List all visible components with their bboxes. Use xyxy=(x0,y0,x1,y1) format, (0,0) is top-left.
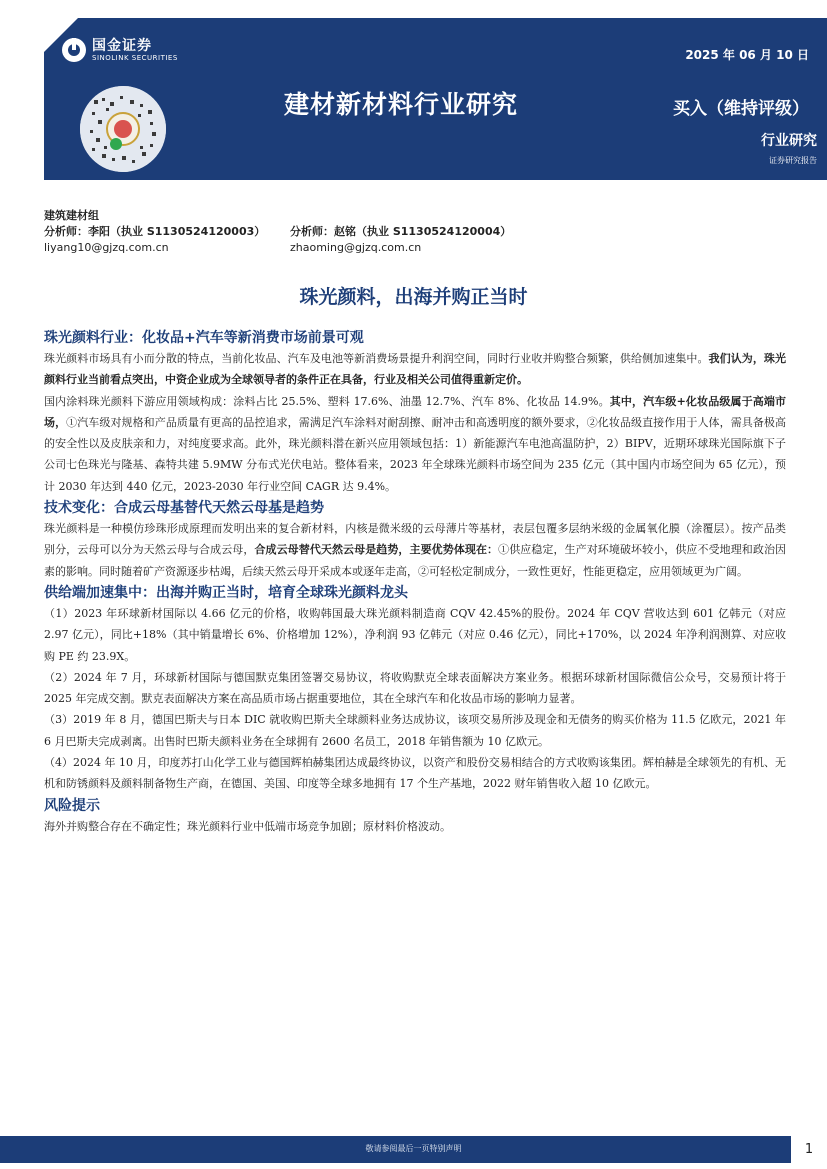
paragraph-text: 珠光颜料是一种模仿珍珠形成原理而发明出来的复合新材料，内核是微米级的云母薄片等基材，表层包覆多层纳米级的金属氧化膜（涂覆层）。按产品类别分，云母可以分为天然云母与合成云母， xyxy=(44,522,786,557)
paragraph: （2）2024 年 7 月，环球新材国际与德国默克集团签署交易协议，将收购默克全球表面解决方案业务。根据环球新材国际微信公众号，交易预计将于 2025 年完成交割。默克表面解决方案在高品质市场占据重要地位，其在全球汽车和化妆品市场的影响力显著。 xyxy=(44,670,786,706)
report-date: 2025 年 06 月 10 日 xyxy=(685,48,809,62)
analyst-group: 建筑建材组 xyxy=(44,209,99,222)
rating-badge: 买入（维持评级） xyxy=(673,99,809,119)
qr-code-icon xyxy=(80,86,166,172)
section-heading-technology: 技术变化：合成云母基替代天然云母基是趋势 xyxy=(44,500,324,517)
logo-name-cn: 国金证券 xyxy=(92,37,152,54)
analyst-1-email[interactable]: liyang10@gjzq.com.cn xyxy=(44,241,169,254)
logo-name-en: SINOLINK SECURITIES xyxy=(92,53,178,62)
paragraph-text: ①汽车级对规格和产品质量有更高的品控追求，需满足汽车涂料对耐刮擦、耐冲击和高透明度的额外要求，②化妆品级直接作用于人体，需具备极高的安全性以及皮肤亲和力，对纯度要求高。此外，珠光颜料潜在新兴应用领域包括：1）新能源汽车电池高温防护，2）BIPV，近期环球珠光国际旗下子公司七色珠光与隆基、森特共建 5.9MW 分布式光伏电站。整体看来，2023 年全球珠光颜料市场空间为 235 亿元（其中国内市场空间为 65 亿元），预计 2030 年达到 440 亿元，2023-2030 年行业空间 CAGR 达 9.4%。 xyxy=(44,415,786,493)
paragraph-bold-text: 合成云母替代天然云母是趋势，主要优势体现在： xyxy=(254,543,499,557)
paragraph: （3）2019 年 8 月，德国巴斯夫与日本 DIC 就收购巴斯夫全球颜料业务达成协议，该项交易所涉及现金和无债务的购买价格为 11.5 亿欧元，2021 年 6 月巴斯夫完成剥离。出售时巴斯夫颜料业务在全球拥有 2600 名员工，2018 年销售额为 10 亿欧元。 xyxy=(44,713,786,748)
analyst-2-label: 分析师：赵铭（执业 S1130524120004） xyxy=(290,225,512,238)
section-heading-risk: 风险提示 xyxy=(44,797,100,814)
page-footer xyxy=(0,1136,827,1163)
paragraph xyxy=(44,348,786,391)
report-header xyxy=(44,18,827,180)
section-heading-industry: 珠光颜料行业：化妆品+汽车等新消费市场前景可观 xyxy=(44,330,364,346)
report-type: 行业研究 xyxy=(761,133,817,149)
paragraph: 海外并购整合存在不确定性；珠光颜料行业中低端市场竞争加剧；原材料价格波动。 xyxy=(44,819,451,833)
report-body xyxy=(44,327,786,837)
logo-mark-icon xyxy=(62,38,86,62)
report-subtype: 证券研究报告 xyxy=(769,156,817,165)
analyst-block xyxy=(44,208,784,256)
paragraph: （1）2023 年环球新材国际以 4.66 亿元的价格，收购韩国最大珠光颜料制造商 CQV 42.45%的股份。2024 年 CQV 营收达到 601 亿韩元（对应 2.97 亿元），同比+18%（其中销量增长 6%、价格增加 12%），净利润 93 亿韩元（对应 0.46 亿元），同比+170%，以 2024 年净利润测算、对应收购 PE 约 23.9X。 xyxy=(44,606,786,663)
industry-title: 建材新材料行业研究 xyxy=(284,90,519,119)
paragraph-text: 国内涂料珠光颜料下游应用领域构成：涂料占比 25.5%、塑料 17.6%、油墨 12.7%、汽车 8%、化妆品 14.9%。 xyxy=(44,394,610,408)
footer-disclaimer[interactable]: 敬请参阅最后一页特别声明 xyxy=(365,1144,462,1153)
paragraph-bold-text: 我们认为，珠光颜料行业当前看点突出，中资企业成为全球领导者的条件正在具备，行业及相关公司值得重新定价。 xyxy=(44,352,787,387)
page-number: 1 xyxy=(791,1136,827,1163)
analyst-2-email[interactable]: zhaoming@gjzq.com.cn xyxy=(290,241,422,254)
paragraph xyxy=(44,391,786,497)
section-heading-supply: 供给端加速集中：出海并购正当时，培育全球珠光颜料龙头 xyxy=(44,584,408,601)
paragraph-bold-text: 其中，汽车级+化妆品级属于高端市场， xyxy=(44,394,786,429)
paragraph: （4）2024 年 10 月，印度苏打山化学工业与德国辉柏赫集团达成最终协议，以资产和股份交易相结合的方式收购该集团。辉柏赫是全球领先的有机、无机和防锈颜料及颜料制备物生产商，在德国、美国、印度等全球多地拥有 17 个生产基地，2022 财年销售收入超 10 亿欧元。 xyxy=(44,756,786,791)
paragraph-text: ①供应稳定，生产对环境破坏较小，供应不受地理和政治因素的影响。同时随着矿产资源逐步枯竭，后续天然云母开采成本或逐年走高，②可轻松定制成分，一致性更好，性能更稳定，应用领域更为广阔。 xyxy=(44,543,787,578)
paragraph xyxy=(44,518,786,582)
paragraph-text: 珠光颜料市场具有小而分散的特点，当前化妆品、汽车及电池等新消费场景提升利润空间，同时行业收并购整合频繁，供给侧加速集中。 xyxy=(44,352,709,365)
analyst-1-label: 分析师：李阳（执业 S1130524120003） xyxy=(44,225,266,238)
company-logo xyxy=(62,38,178,62)
report-title: 珠光颜料，出海并购正当时 xyxy=(299,286,528,308)
